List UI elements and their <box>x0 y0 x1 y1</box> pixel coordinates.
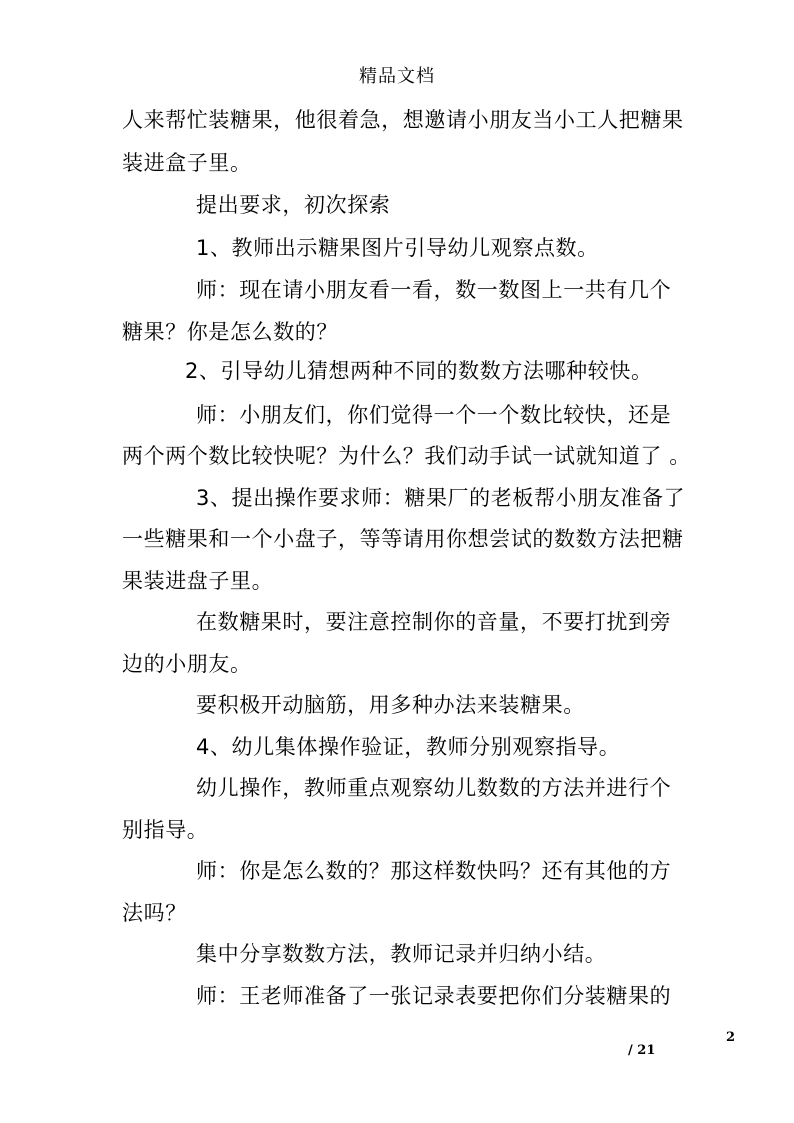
text-line: 法吗？ <box>122 901 187 925</box>
text-line: 1、教师出示糖果图片引导幼儿观察点数。 <box>196 236 599 260</box>
page-header-title: 精品文档 <box>359 66 435 87</box>
text-line: 人来帮忙装糖果，他很着急，想邀请小朋友当小工人把糖果 <box>122 108 684 132</box>
text-line: 师：小朋友们，你们觉得一个一个数比较快，还是 <box>196 403 672 427</box>
page-number: 2 <box>726 1030 736 1045</box>
text-line: 集中分享数数方法，教师记录并归纳小结。 <box>196 942 607 966</box>
text-line: 果装进盘子里。 <box>122 569 274 593</box>
text-line: 师：王老师准备了一张记录表要把你们分装糖果的 <box>196 984 672 1008</box>
text-line: 3、提出操作要求师：糖果厂的老板帮小朋友准备了 <box>196 486 686 510</box>
text-line: 糖果？你是怎么数的？ <box>122 320 338 344</box>
text-line: 4、幼儿集体操作验证，教师分别观察指导。 <box>196 735 621 759</box>
text-line: 2、引导幼儿猜想两种不同的数数方法哪种较快。 <box>185 359 653 383</box>
text-line: 要积极开动脑筋，用多种办法来装糖果。 <box>196 693 585 717</box>
text-line: 两个两个数比较快呢？为什么？我们动手试一试就知道了 。 <box>122 444 691 468</box>
text-line: 师：现在请小朋友看一看，数一数图上一共有几个 <box>196 278 672 302</box>
text-line: 一些糖果和一个小盘子，等等请用你想尝试的数数方法把糖 <box>122 527 684 551</box>
page-total: / 21 <box>628 1043 656 1058</box>
text-line: 装进盒子里。 <box>122 151 252 175</box>
text-line: 提出要求，初次探索 <box>196 193 391 217</box>
text-line: 师：你是怎么数的？那这样数快吗？还有其他的方 <box>196 859 672 883</box>
text-line: 边的小朋友。 <box>122 652 252 676</box>
text-line: 在数糖果时，要注意控制你的音量，不要打扰到旁 <box>196 610 672 634</box>
text-line: 幼儿操作，教师重点观察幼儿数数的方法并进行个 <box>196 776 672 800</box>
text-line: 别指导。 <box>122 818 209 842</box>
